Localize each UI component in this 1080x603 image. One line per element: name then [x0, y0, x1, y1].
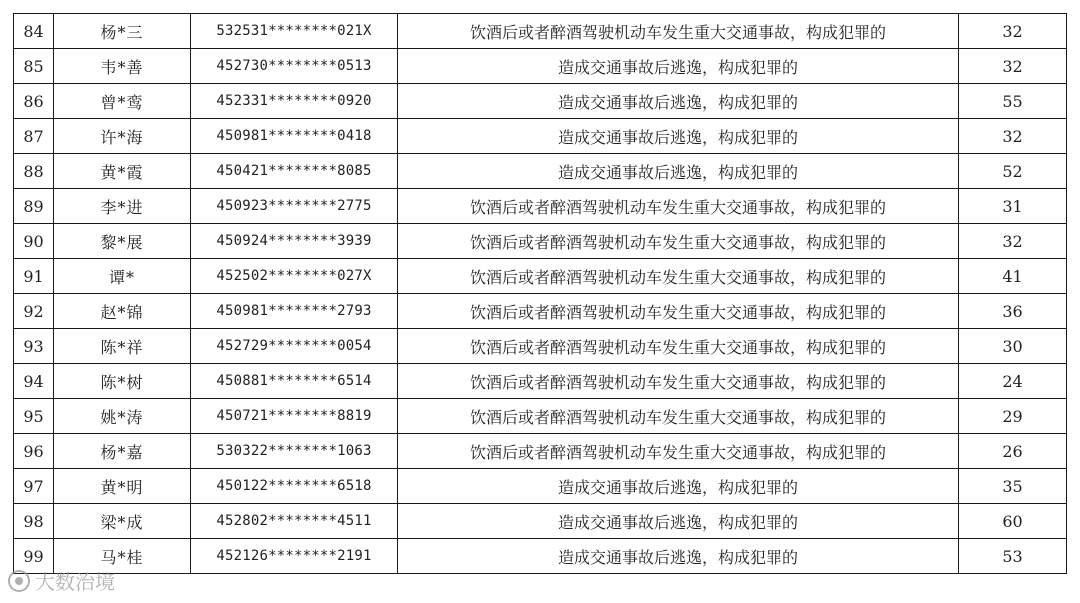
id-number-cell: 450881********6514: [191, 364, 398, 399]
person-name-cell: 黄*明: [54, 469, 191, 504]
id-number-cell: 450924********3939: [191, 224, 398, 259]
value-cell: 30: [959, 329, 1067, 364]
table-row: [14, 259, 1067, 294]
table-row: [14, 189, 1067, 224]
table-row: [14, 364, 1067, 399]
person-name-cell: 李*进: [54, 189, 191, 224]
table-row: [14, 294, 1067, 329]
value-cell: 60: [959, 504, 1067, 539]
offense-reason-cell: 饮酒后或者醉酒驾驶机动车发生重大交通事故，构成犯罪的: [398, 329, 959, 364]
offense-reason-cell: 饮酒后或者醉酒驾驶机动车发生重大交通事故，构成犯罪的: [398, 189, 959, 224]
id-number-cell: 450981********0418: [191, 119, 398, 154]
person-name-cell: 黄*霞: [54, 154, 191, 189]
record-table-body: [14, 14, 1067, 574]
record-table: [13, 13, 1067, 574]
id-number-cell: 532531********021X: [191, 14, 398, 49]
record-table-container: [13, 13, 1066, 574]
row-number-cell: 87: [14, 119, 54, 154]
value-cell: 41: [959, 259, 1067, 294]
row-number-cell: 99: [14, 539, 54, 574]
logo-mark-icon: [8, 570, 30, 592]
table-row: [14, 539, 1067, 574]
value-cell: 32: [959, 224, 1067, 259]
row-number-cell: 90: [14, 224, 54, 259]
id-number-cell: 450721********8819: [191, 399, 398, 434]
row-number-cell: 85: [14, 49, 54, 84]
table-row: [14, 49, 1067, 84]
person-name-cell: 杨*嘉: [54, 434, 191, 469]
offense-reason-cell: 饮酒后或者醉酒驾驶机动车发生重大交通事故，构成犯罪的: [398, 434, 959, 469]
id-number-cell: 450122********6518: [191, 469, 398, 504]
table-row: [14, 329, 1067, 364]
offense-reason-cell: 饮酒后或者醉酒驾驶机动车发生重大交通事故，构成犯罪的: [398, 259, 959, 294]
row-number-cell: 94: [14, 364, 54, 399]
table-row: [14, 399, 1067, 434]
row-number-cell: 84: [14, 14, 54, 49]
row-number-cell: 86: [14, 84, 54, 119]
offense-reason-cell: 造成交通事故后逃逸，构成犯罪的: [398, 84, 959, 119]
table-row: [14, 434, 1067, 469]
value-cell: 29: [959, 399, 1067, 434]
person-name-cell: 曾*鸾: [54, 84, 191, 119]
offense-reason-cell: 饮酒后或者醉酒驾驶机动车发生重大交通事故，构成犯罪的: [398, 224, 959, 259]
value-cell: 36: [959, 294, 1067, 329]
watermark-text: 大数治境: [35, 570, 115, 594]
table-row: [14, 469, 1067, 504]
value-cell: 32: [959, 119, 1067, 154]
person-name-cell: 杨*三: [54, 14, 191, 49]
value-cell: 32: [959, 49, 1067, 84]
offense-reason-cell: 造成交通事故后逃逸，构成犯罪的: [398, 154, 959, 189]
id-number-cell: 450981********2793: [191, 294, 398, 329]
table-row: [14, 84, 1067, 119]
offense-reason-cell: 饮酒后或者醉酒驾驶机动车发生重大交通事故，构成犯罪的: [398, 294, 959, 329]
id-number-cell: 452729********0054: [191, 329, 398, 364]
value-cell: 26: [959, 434, 1067, 469]
row-number-cell: 95: [14, 399, 54, 434]
person-name-cell: 韦*善: [54, 49, 191, 84]
id-number-cell: 452502********027X: [191, 259, 398, 294]
id-number-cell: 530322********1063: [191, 434, 398, 469]
table-row: [14, 14, 1067, 49]
offense-reason-cell: 造成交通事故后逃逸，构成犯罪的: [398, 119, 959, 154]
person-name-cell: 陈*树: [54, 364, 191, 399]
value-cell: 55: [959, 84, 1067, 119]
table-row: [14, 224, 1067, 259]
person-name-cell: 赵*锦: [54, 294, 191, 329]
table-row: [14, 504, 1067, 539]
id-number-cell: 452802********4511: [191, 504, 398, 539]
person-name-cell: 梁*成: [54, 504, 191, 539]
person-name-cell: 许*海: [54, 119, 191, 154]
row-number-cell: 91: [14, 259, 54, 294]
row-number-cell: 88: [14, 154, 54, 189]
value-cell: 52: [959, 154, 1067, 189]
person-name-cell: 陈*祥: [54, 329, 191, 364]
row-number-cell: 92: [14, 294, 54, 329]
watermark: [8, 566, 115, 595]
person-name-cell: 姚*涛: [54, 399, 191, 434]
offense-reason-cell: 造成交通事故后逃逸，构成犯罪的: [398, 539, 959, 574]
id-number-cell: 452331********0920: [191, 84, 398, 119]
offense-reason-cell: 造成交通事故后逃逸，构成犯罪的: [398, 49, 959, 84]
row-number-cell: 89: [14, 189, 54, 224]
id-number-cell: 450923********2775: [191, 189, 398, 224]
person-name-cell: 马*桂: [54, 539, 191, 574]
offense-reason-cell: 造成交通事故后逃逸，构成犯罪的: [398, 469, 959, 504]
offense-reason-cell: 饮酒后或者醉酒驾驶机动车发生重大交通事故，构成犯罪的: [398, 14, 959, 49]
row-number-cell: 93: [14, 329, 54, 364]
person-name-cell: 谭*: [54, 259, 191, 294]
value-cell: 32: [959, 14, 1067, 49]
id-number-cell: 452126********2191: [191, 539, 398, 574]
table-row: [14, 154, 1067, 189]
offense-reason-cell: 造成交通事故后逃逸，构成犯罪的: [398, 504, 959, 539]
id-number-cell: 450421********8085: [191, 154, 398, 189]
value-cell: 53: [959, 539, 1067, 574]
row-number-cell: 97: [14, 469, 54, 504]
row-number-cell: 98: [14, 504, 54, 539]
table-row: [14, 119, 1067, 154]
offense-reason-cell: 饮酒后或者醉酒驾驶机动车发生重大交通事故，构成犯罪的: [398, 364, 959, 399]
offense-reason-cell: 饮酒后或者醉酒驾驶机动车发生重大交通事故，构成犯罪的: [398, 399, 959, 434]
value-cell: 31: [959, 189, 1067, 224]
id-number-cell: 452730********0513: [191, 49, 398, 84]
person-name-cell: 黎*展: [54, 224, 191, 259]
value-cell: 24: [959, 364, 1067, 399]
row-number-cell: 96: [14, 434, 54, 469]
value-cell: 35: [959, 469, 1067, 504]
